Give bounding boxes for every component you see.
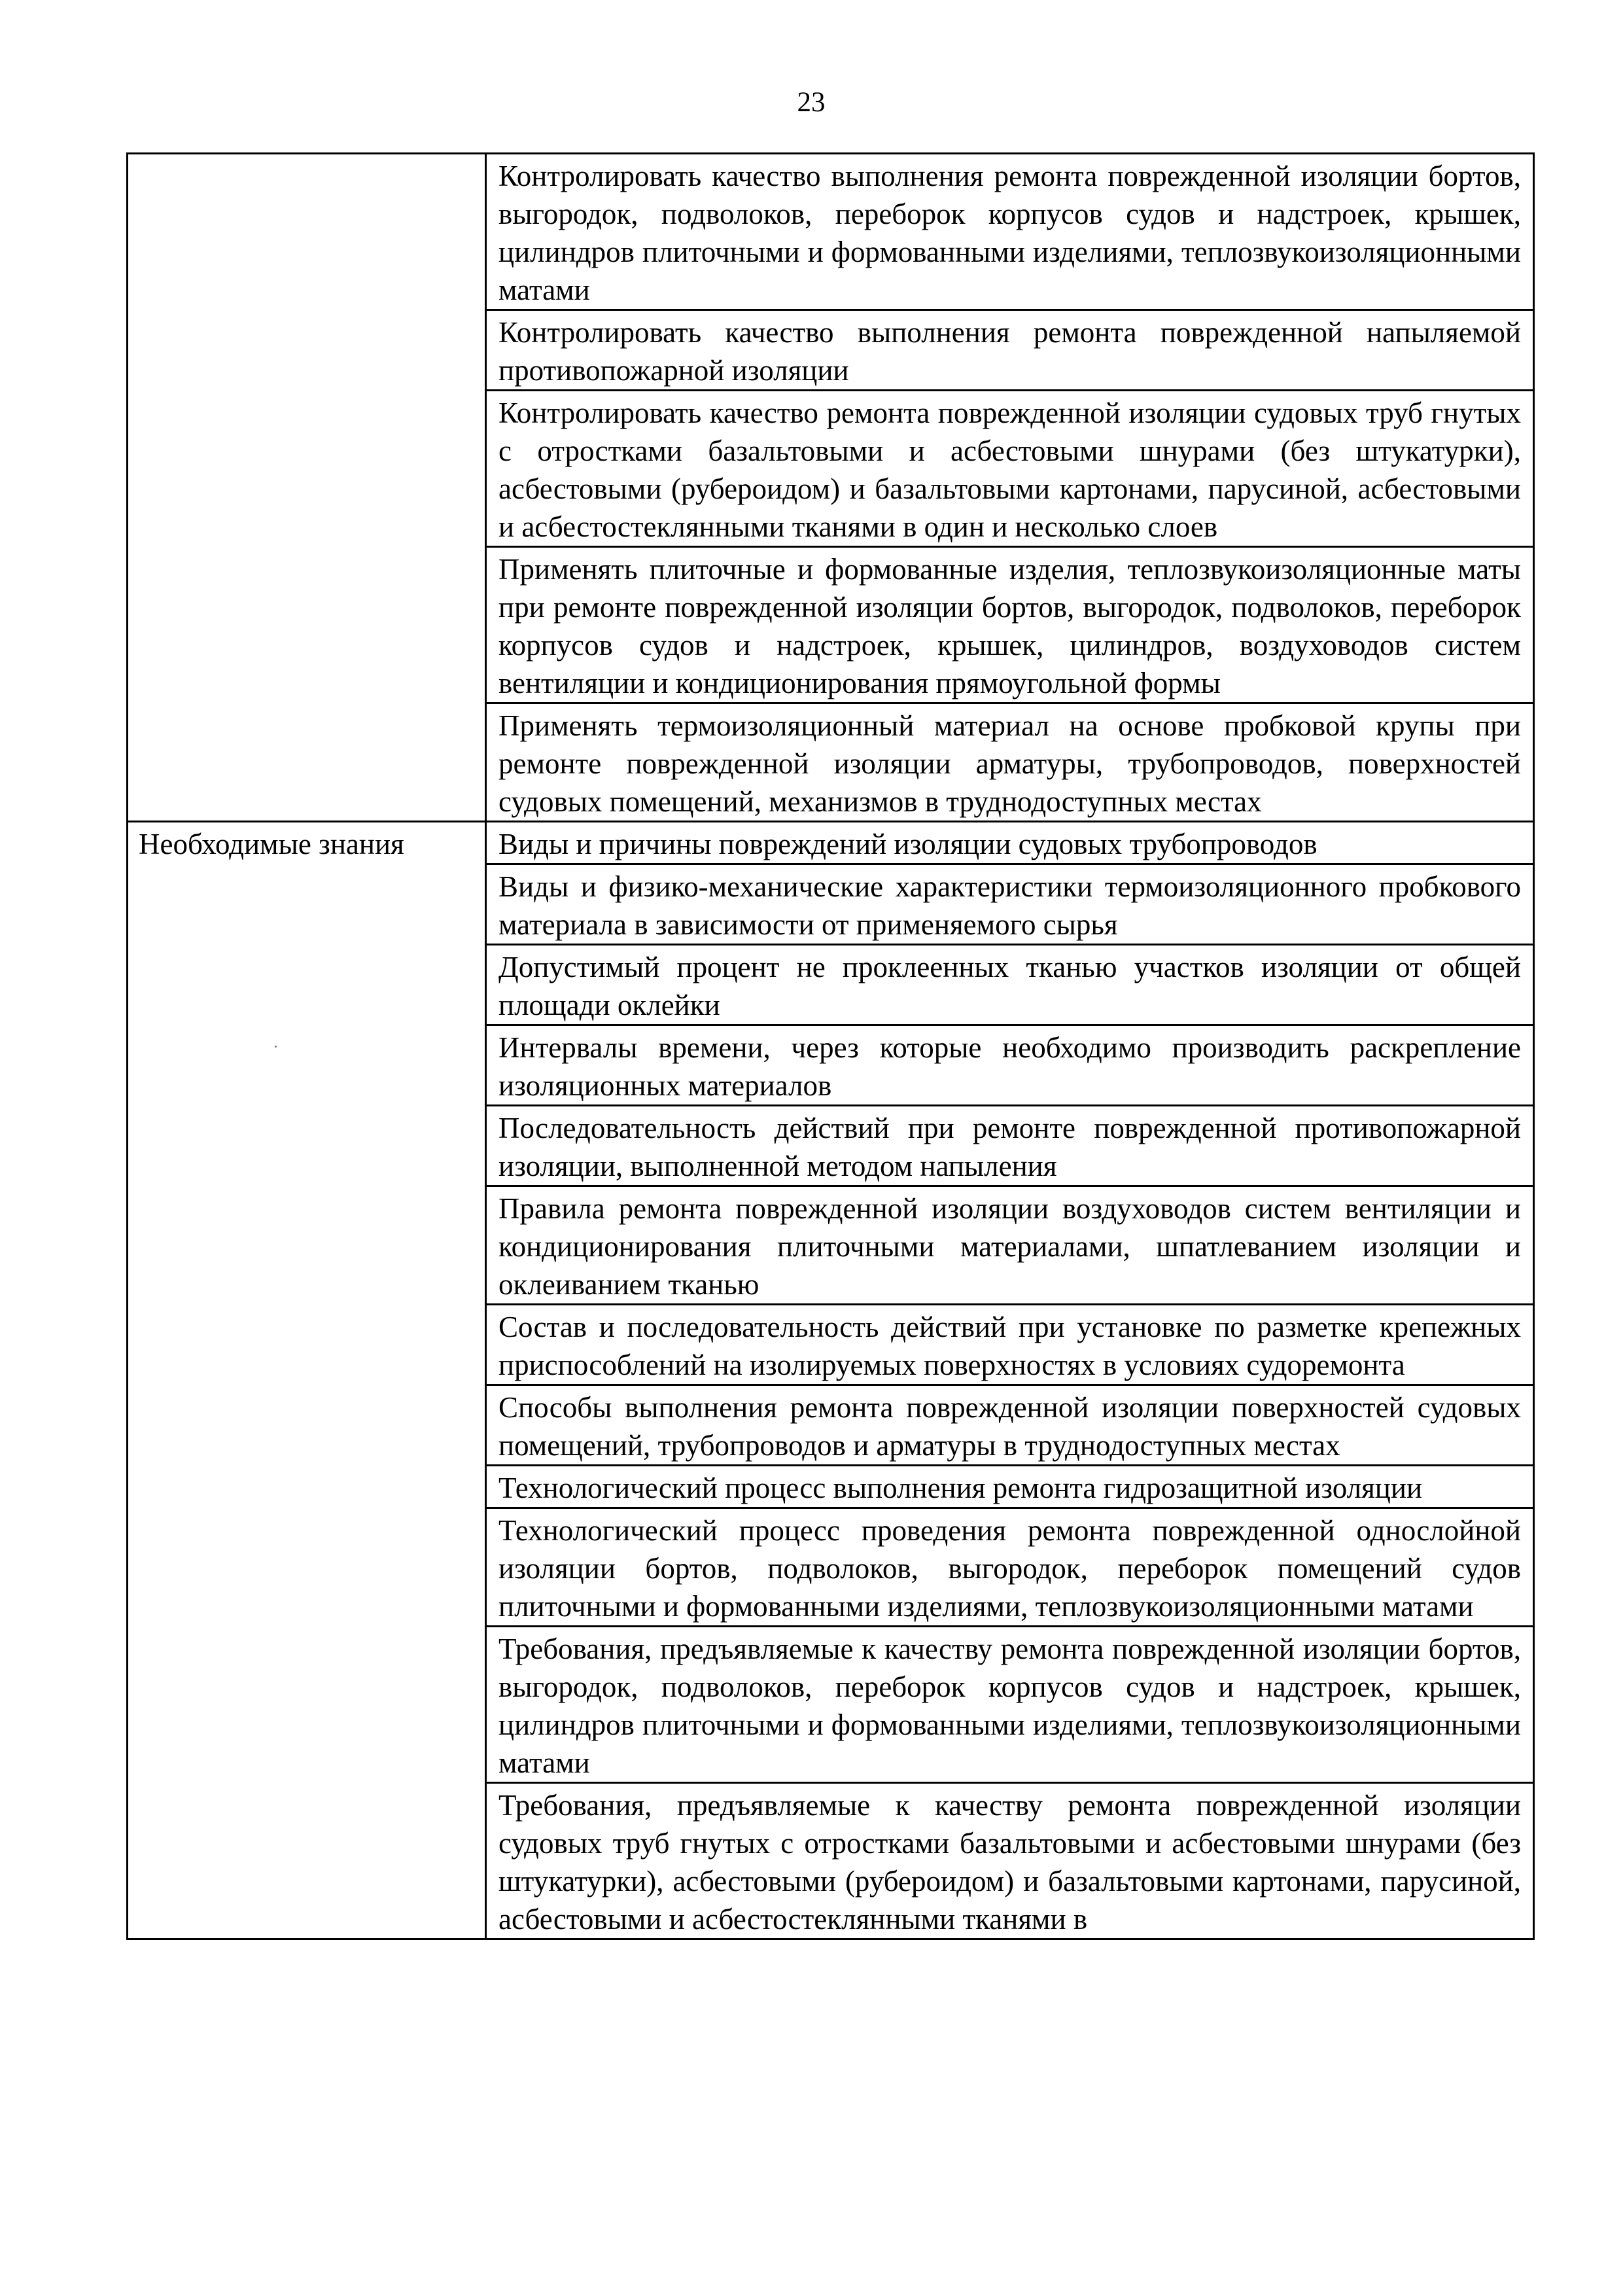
table-cell: Контролировать качество выполнения ремонта поврежденной изоляции бортов, выгородок, подволоков, переборок корпусов судов и надстроек, крышек, цилиндров плиточными и формованными изделиями, теплозвукоизоляционными матами: [486, 154, 1534, 310]
table-cell: Требования, предъявляемые к качеству ремонта поврежденной изоляции судовых труб гнутых с отростками базальтовыми и асбестовыми шнурами (без штукатурки), асбестовыми (рубероидом) и базальтовыми картонами, парусиной, асбестовыми и асбестостеклянными тканями в: [486, 1783, 1534, 1939]
table-cell: Интервалы времени, через которые необходимо производить раскрепление изоляционных материалов: [486, 1025, 1534, 1106]
table-cell: Состав и последовательность действий при установке по разметке крепежных приспособлений на изолируемых поверхностях в условиях судоремонта: [486, 1305, 1534, 1385]
table-cell: Применять термоизоляционный материал на основе пробковой крупы при ремонте поврежденной изоляции арматуры, трубопроводов, поверхностей судовых помещений, механизмов в труднодоступных местах: [486, 703, 1534, 822]
table-cell: Требования, предъявляемые к качеству ремонта поврежденной изоляции бортов, выгородок, подволоков, переборок корпусов судов и надстроек, крышек, цилиндров плиточными и формованными изделиями, теплозвукоизоляционными матами: [486, 1627, 1534, 1783]
table-cell: Технологический процесс проведения ремонта поврежденной однослойной изоляции бортов, подволоков, выгородок, переборок помещений судов плиточными и формованными изделиями, теплозвукоизоляционными матами: [486, 1508, 1534, 1627]
table-row: [128, 154, 1534, 310]
table-cell: Виды и физико-механические характеристики термоизоляционного пробкового материала в зависимости от применяемого сырья: [486, 864, 1534, 945]
table-cell: Применять плиточные и формованные изделия, теплозвукоизоляционные маты при ремонте поврежденной изоляции бортов, выгородок, подволоков, переборок корпусов судов и надстроек, крышек, цилиндров, воздуховодов систем вентиляции и кондиционирования прямоугольной формы: [486, 547, 1534, 703]
table-cell: Правила ремонта поврежденной изоляции воздуховодов систем вентиляции и кондиционирования плиточными материалами, шпатлеванием изоляции и оклеиванием тканью: [486, 1186, 1534, 1305]
competency-table: [126, 152, 1535, 1940]
table-cell: Допустимый процент не проклеенных тканью участков изоляции от общей площади оклейки: [486, 945, 1534, 1025]
table-cell: Контролировать качество ремонта поврежденной изоляции судовых труб гнутых с отростками базальтовыми и асбестовыми шнурами (без штукатурки), асбестовыми (рубероидом) и базальтовыми картонами, парусиной, асбестовыми и асбестостеклянными тканями в один и несколько слоев: [486, 391, 1534, 547]
table-cell: Виды и причины повреждений изоляции судовых трубопроводов: [486, 822, 1534, 864]
table-cell: Способы выполнения ремонта поврежденной изоляции поверхностей судовых помещений, трубопроводов и арматуры в труднодоступных местах: [486, 1385, 1534, 1466]
section-label-continued: [128, 154, 486, 822]
table-row: [128, 822, 1534, 864]
scan-speck: [275, 1046, 277, 1048]
table-cell: Технологический процесс выполнения ремонта гидрозащитной изоляции: [486, 1466, 1534, 1508]
page-number: 23: [797, 87, 826, 118]
table-cell: Последовательность действий при ремонте поврежденной противопожарной изоляции, выполненной методом напыления: [486, 1106, 1534, 1186]
section-label-required-knowledge: Необходимые знания: [128, 822, 486, 1939]
table-cell: Контролировать качество выполнения ремонта поврежденной напыляемой противопожарной изоляции: [486, 310, 1534, 391]
